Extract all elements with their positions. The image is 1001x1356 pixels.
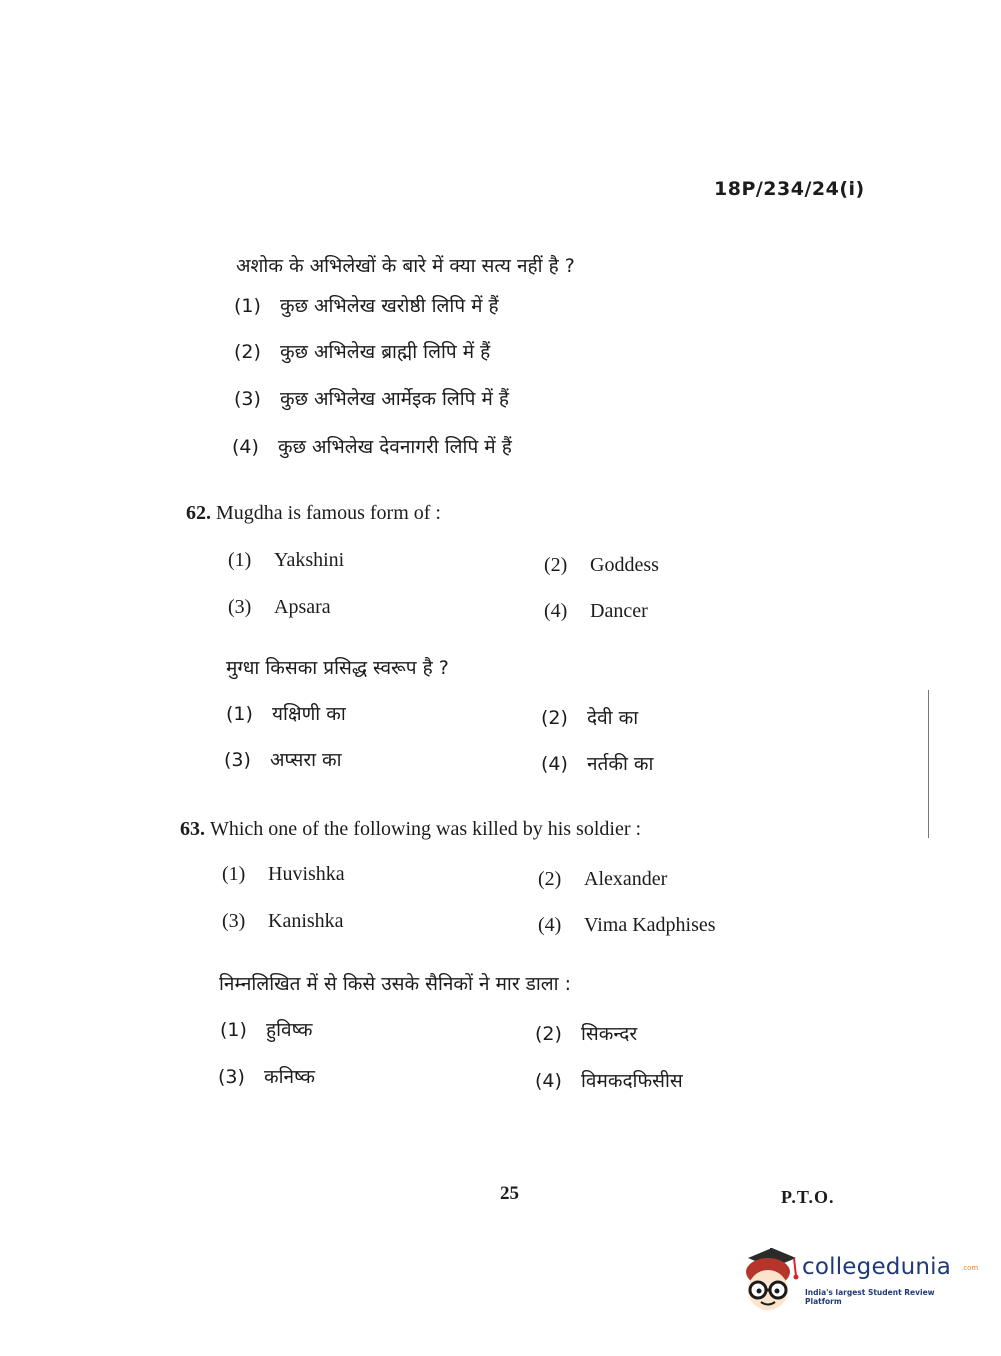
option-number: (3) <box>224 749 251 771</box>
option-number: (4) <box>535 1070 562 1092</box>
option-number: (3) <box>222 910 246 932</box>
option-text: कुछ अभिलेख ब्राह्मी लिपि में हैं <box>280 341 491 363</box>
option-number: (1) <box>220 1019 247 1041</box>
q62-question <box>186 502 441 525</box>
option-number: (2) <box>541 707 568 729</box>
question-number: 62. <box>186 502 211 524</box>
option-number: (1) <box>226 703 253 725</box>
q63-hindi-option-4 <box>535 1067 683 1093</box>
option-number: (1) <box>222 863 246 885</box>
q63-hindi-question: निम्नलिखित में से किसे उसके सैनिकों ने मार डाला : <box>219 973 571 995</box>
option-number: (4) <box>538 914 562 936</box>
q63-option-1 <box>222 863 345 886</box>
option-text: कुछ अभिलेख खरोष्ठी लिपि में हैं <box>280 295 499 317</box>
option-number: (4) <box>541 753 568 775</box>
margin-scan-line <box>928 690 929 838</box>
q63-hindi-option-1 <box>220 1016 313 1042</box>
collegedunia-logo <box>738 1246 979 1316</box>
question-text: Which one of the following was killed by his soldier : <box>210 818 642 840</box>
option-text: कुछ अभिलेख आर्मेइक लिपि में हैं <box>280 388 509 410</box>
q63-option-3 <box>222 910 344 933</box>
option-number: (2) <box>234 341 261 363</box>
option-text: Kanishka <box>268 910 344 932</box>
option-text: Goddess <box>590 554 659 576</box>
brand-tagline: India's largest Student Review Platform <box>805 1288 935 1306</box>
q62-hindi-option-2 <box>541 704 638 730</box>
pto-label: P.T.O. <box>781 1187 835 1207</box>
question-text: Mugdha is famous form of : <box>216 502 441 524</box>
option-number: (2) <box>535 1023 562 1045</box>
q61-hindi-question: अशोक के अभिलेखों के बारे में क्या सत्य नहीं है ? <box>236 255 575 277</box>
option-number: (2) <box>538 868 562 890</box>
q63-option-4 <box>538 914 716 937</box>
q61-hindi-option-1 <box>234 292 499 318</box>
option-text: Dancer <box>590 600 648 622</box>
option-number: (4) <box>232 436 259 458</box>
option-text: विमकदफिसीस <box>581 1070 683 1092</box>
option-text: सिकन्दर <box>581 1023 638 1045</box>
option-number: (3) <box>218 1066 245 1088</box>
option-number: (1) <box>234 295 261 317</box>
q61-hindi-option-4 <box>232 433 512 459</box>
option-text: हुविष्क <box>266 1019 313 1041</box>
option-text: यक्षिणी का <box>272 703 346 725</box>
q62-option-1 <box>228 549 344 572</box>
option-text: अप्सरा का <box>270 749 342 771</box>
option-number: (2) <box>544 554 568 576</box>
q63-question <box>180 818 641 841</box>
q61-hindi-option-3 <box>234 385 509 411</box>
option-text: Apsara <box>274 596 331 618</box>
option-text: Vima Kadphises <box>584 914 716 936</box>
q62-hindi-question: मुग्धा किसका प्रसिद्ध स्वरूप है ? <box>226 657 449 679</box>
q62-hindi-option-1 <box>226 700 346 726</box>
option-number: (4) <box>544 600 568 622</box>
q62-option-4 <box>544 600 648 623</box>
paper-code: 18P/234/24(i) <box>714 178 865 200</box>
option-text: कुछ अभिलेख देवनागरी लिपि में हैं <box>278 436 512 458</box>
q62-option-3 <box>228 596 331 619</box>
q62-hindi-option-4 <box>541 750 653 776</box>
option-text: Alexander <box>584 868 668 890</box>
option-text: कनिष्क <box>264 1066 315 1088</box>
q62-hindi-option-3 <box>224 746 342 772</box>
q63-hindi-option-2 <box>535 1020 637 1046</box>
mascot-icon <box>738 1246 800 1316</box>
option-number: (1) <box>228 549 252 571</box>
q61-hindi-option-2 <box>234 338 490 364</box>
option-number: (3) <box>234 388 261 410</box>
option-text: Yakshini <box>274 549 345 571</box>
option-text: देवी का <box>587 707 639 729</box>
question-number: 63. <box>180 818 205 840</box>
option-number: (3) <box>228 596 252 618</box>
brand-domain: .com <box>961 1264 979 1272</box>
q63-option-2 <box>538 868 667 891</box>
q63-hindi-option-3 <box>218 1063 315 1089</box>
brand-name: collegedunia <box>802 1254 952 1280</box>
q62-option-2 <box>544 554 659 577</box>
page-number: 25 <box>500 1183 519 1204</box>
option-text: Huvishka <box>268 863 345 885</box>
option-text: नर्तकी का <box>587 753 654 775</box>
